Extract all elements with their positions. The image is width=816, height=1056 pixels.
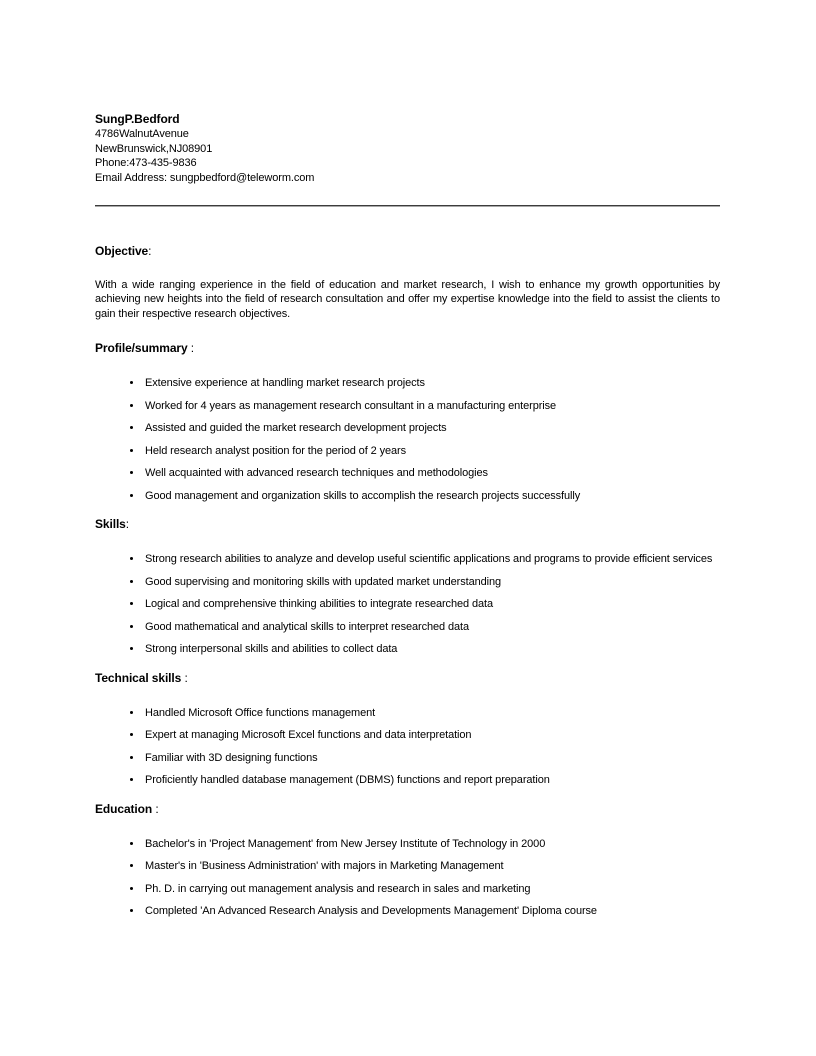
list-item: • Good supervising and monitoring skills with updated market understanding bbox=[143, 575, 720, 590]
list-item: • Expert at managing Microsoft Excel functions and data interpretation bbox=[143, 728, 720, 743]
technical-skills-heading-colon: : bbox=[181, 670, 188, 685]
section-skills bbox=[95, 517, 720, 657]
objective-paragraph: With a wide ranging experience in the field of education and market research, I wish to enhance my growth opportunities by achieving new heights into the field of research consultation and offer my expertise knowledge into the field to assist the clients to gain their respective research objectives. bbox=[95, 278, 720, 320]
list-item: • Strong research abilities to analyze and develop useful scientific applications and programs to provide efficient services bbox=[143, 552, 720, 567]
section-technical-skills bbox=[95, 671, 720, 788]
section-objective bbox=[95, 244, 720, 322]
list-item: • Assisted and guided the market research development projects bbox=[143, 421, 720, 436]
objective-heading bbox=[95, 244, 720, 259]
objective-heading-text: Objective bbox=[95, 243, 149, 258]
profile-bullet-list bbox=[95, 376, 720, 503]
list-item: • Extensive experience at handling market research projects bbox=[143, 376, 720, 391]
section-education bbox=[95, 802, 720, 919]
list-item: • Proficiently handled database management (DBMS) functions and report preparation bbox=[143, 773, 720, 788]
profile-heading bbox=[95, 341, 720, 356]
education-heading bbox=[95, 802, 720, 817]
section-profile-summary bbox=[95, 341, 720, 503]
list-item: • Master's in 'Business Administration' with majors in Marketing Management bbox=[143, 859, 720, 874]
contact-email: Email Address: sungpbedford@teleworm.com bbox=[95, 172, 315, 185]
header-divider bbox=[95, 205, 720, 207]
list-item: • Good mathematical and analytical skills to interpret researched data bbox=[143, 620, 720, 635]
list-item: • Handled Microsoft Office functions management bbox=[143, 706, 720, 721]
list-item: • Familiar with 3D designing functions bbox=[143, 751, 720, 766]
list-item: • Held research analyst position for the period of 2 years bbox=[143, 444, 720, 459]
list-item: • Well acquainted with advanced research techniques and methodologies bbox=[143, 466, 720, 481]
list-item: • Ph. D. in carrying out management analysis and research in sales and marketing bbox=[143, 882, 720, 897]
list-item: • Strong interpersonal skills and abilities to collect data bbox=[143, 642, 720, 657]
contact-header bbox=[95, 112, 720, 186]
education-heading-colon: : bbox=[152, 801, 159, 816]
technical-skills-heading bbox=[95, 671, 720, 686]
contact-phone: Phone:473-435-9836 bbox=[95, 157, 197, 170]
contact-address-line1: 4786WalnutAvenue bbox=[95, 127, 189, 140]
technical-skills-bullet-list bbox=[95, 706, 720, 788]
list-item: • Bachelor's in 'Project Management' from New Jersey Institute of Technology in 2000 bbox=[143, 837, 720, 852]
education-bullet-list bbox=[95, 837, 720, 919]
technical-skills-heading-text: Technical skills bbox=[95, 670, 182, 685]
list-item: • Worked for 4 years as management research consultant in a manufacturing enterprise bbox=[143, 399, 720, 414]
education-heading-text: Education bbox=[95, 801, 153, 816]
contact-name: SungP.Bedford bbox=[95, 112, 180, 126]
profile-heading-text: Profile/summary bbox=[95, 341, 188, 356]
objective-heading-colon: : bbox=[148, 243, 152, 258]
profile-heading-colon: : bbox=[187, 341, 195, 356]
contact-address-line2: NewBrunswick,NJ08901 bbox=[95, 142, 213, 155]
skills-heading-text: Skills bbox=[95, 517, 126, 532]
skills-heading-colon: : bbox=[125, 517, 129, 532]
skills-bullet-list bbox=[95, 552, 720, 657]
list-item: • Completed 'An Advanced Research Analysis and Developments Management' Diploma course bbox=[143, 904, 720, 919]
list-item: • Logical and comprehensive thinking abilities to integrate researched data bbox=[143, 597, 720, 612]
skills-heading bbox=[95, 517, 720, 532]
list-item: • Good management and organization skills to accomplish the research projects successfully bbox=[143, 489, 720, 504]
